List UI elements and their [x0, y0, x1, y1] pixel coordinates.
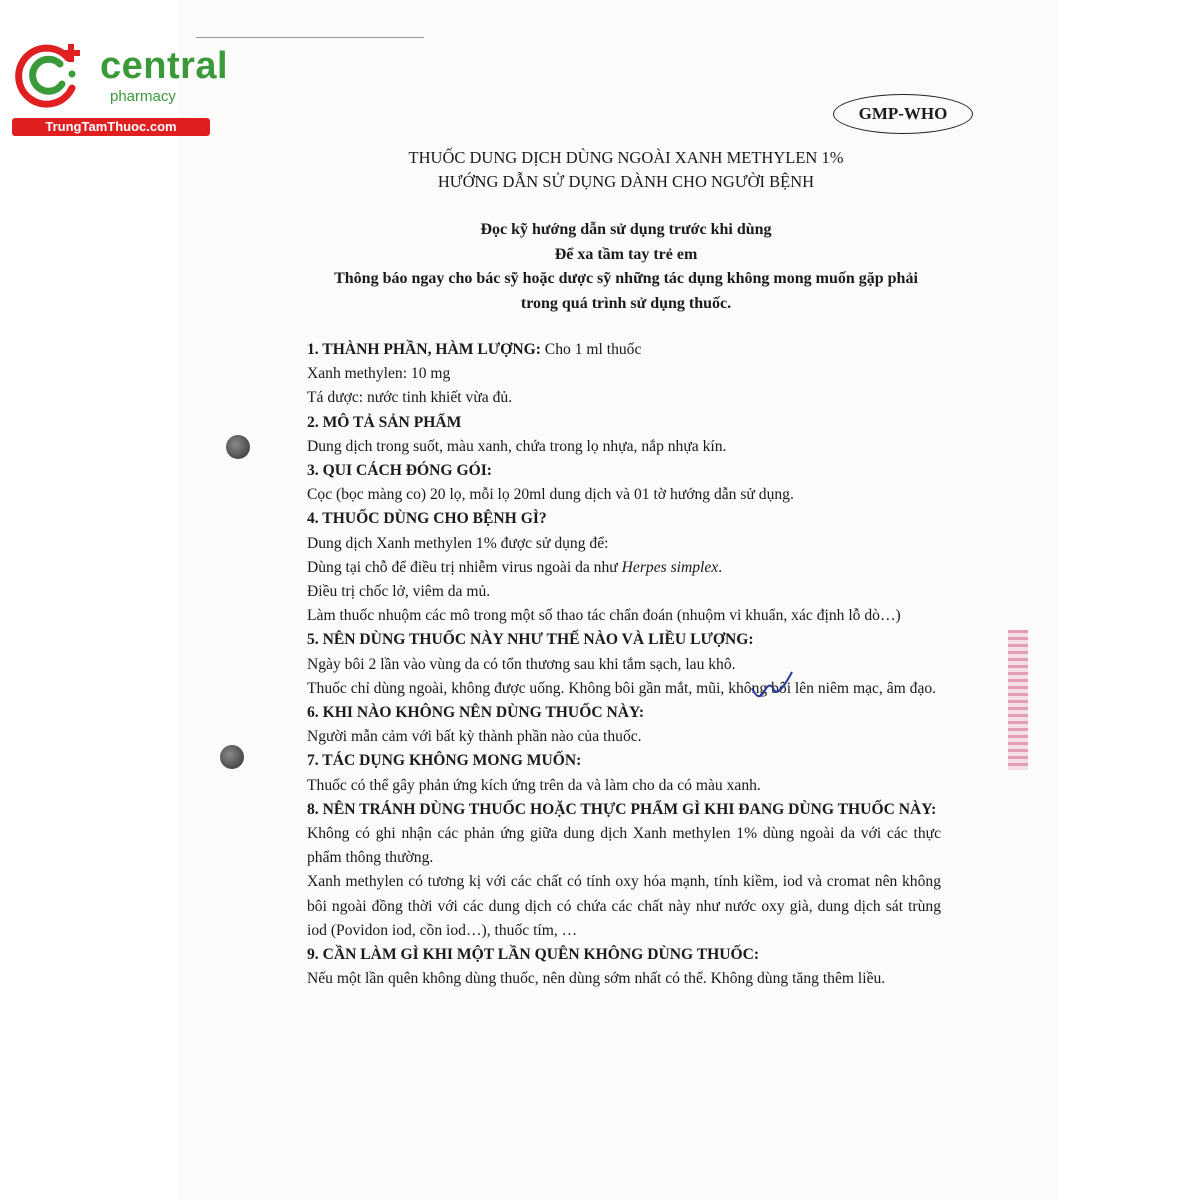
section-1 — [307, 338, 941, 362]
text-run: Dùng tại chỗ để điều trị nhiễm virus ngoài da như — [307, 558, 622, 576]
punch-hole-icon — [226, 435, 250, 459]
section-heading: 1. THÀNH PHẦN, HÀM LƯỢNG: — [307, 341, 541, 358]
section-text: Thuốc chỉ dùng ngoài, không được uống. Không bôi gần mắt, mũi, không bôi lên niêm mạc, âm đạo. — [307, 679, 937, 697]
section-heading: 5. NÊN DÙNG THUỐC NÀY NHƯ THẾ NÀO VÀ LIỀU LƯỢNG: — [307, 631, 754, 649]
section-text: Dung dịch Xanh methylen 1% được sử dụng để: — [307, 534, 609, 552]
italic-term: Herpes simplex — [621, 558, 719, 576]
document-title — [300, 146, 952, 194]
section-heading: 3. QUI CÁCH ĐÓNG GÓI: — [307, 462, 492, 480]
section-text: Dung dịch trong suốt, màu xanh, chứa trong lọ nhựa, nắp nhựa kín. — [307, 437, 727, 455]
brand-logo[interactable] — [12, 38, 229, 136]
section-text: Nếu một lần quên không dùng thuốc, nên dùng sớm nhất có thể. Không dùng tăng thêm liều. — [307, 970, 886, 988]
section-heading: 9. CẦN LÀM GÌ KHI MỘT LẦN QUÊN KHÔNG DÙNG THUỐC: — [307, 946, 760, 964]
warning-line-2: Để xa tầm tay trẻ em — [554, 245, 698, 263]
section-text: Làm thuốc nhuộm các mô trong một số thao tác chẩn đoán (nhuộm vi khuẩn, xác định lỗ dò…) — [307, 607, 901, 625]
warning-line-3: Thông báo ngay cho bác sỹ hoặc dược sỹ những tác dụng không mong muốn gặp phải trong quá trình sử dụng thuốc. — [334, 270, 918, 312]
section-heading: 6. KHI NÀO KHÔNG NÊN DÙNG THUỐC NÀY: — [307, 704, 645, 722]
warning-block — [300, 218, 952, 316]
text-run: . — [718, 558, 723, 576]
section-heading: 8. NÊN TRÁNH DÙNG THUỐC HOẶC THỰC PHẨM GÌ KHI ĐANG DÙNG THUỐC NÀY: — [307, 800, 937, 818]
brand-subtitle: pharmacy — [110, 88, 176, 105]
warning-line-1: Đọc kỹ hướng dẫn sử dụng trước khi dùng — [480, 221, 772, 238]
title-line-2: HƯỚNG DẪN SỬ DỤNG DÀNH CHO NGƯỜI BỆNH — [437, 172, 815, 191]
section-text: Không có ghi nhận các phản ứng giữa dung dịch Xanh methylen 1% dùng ngoài da với các thực phẩm thông thường. — [307, 825, 941, 867]
gmp-who-badge: GMP-WHO — [833, 94, 973, 134]
section-text — [307, 556, 941, 580]
section-heading-tail: Cho 1 ml thuốc — [540, 341, 642, 358]
section-text: Ngày bôi 2 lần vào vùng da có tổn thương sau khi tắm sạch, lau khô. — [307, 655, 736, 673]
top-rule-line — [196, 37, 424, 38]
central-pharmacy-logo-icon — [12, 38, 92, 108]
section-text: Điều trị chốc lở, viêm da mủ. — [307, 583, 491, 601]
section-text: Tá dược: nước tinh khiết vừa đủ. — [307, 389, 513, 407]
section-text: Thuốc có thể gây phản ứng kích ứng trên da và làm cho da có màu xanh. — [307, 776, 761, 794]
section-text: Xanh methylen: 10 mg — [307, 365, 451, 383]
section-text: Người mẫn cảm với bất kỳ thành phần nào của thuốc. — [307, 728, 642, 746]
punch-hole-icon — [220, 745, 244, 769]
red-stamp-icon — [1008, 630, 1028, 770]
section-text: Cọc (bọc màng co) 20 lọ, mỗi lọ 20ml dung dịch và 01 tờ hướng dẫn sử dụng. — [307, 486, 794, 504]
section-text: Xanh methylen có tương kị với các chất có tính oxy hóa mạnh, tính kiềm, iod và cromat nên không bôi ngoài đồng thời với các dung dịch có chứa các chất này như nước oxy già, dung dịch sát trùng iod (Povidon iod, cồn iod…), thuốc tím, … — [307, 873, 941, 939]
leaflet-body — [307, 338, 941, 991]
section-heading: 7. TÁC DỤNG KHÔNG MONG MUỐN: — [307, 752, 582, 770]
handwritten-check-icon — [748, 668, 798, 708]
title-line-1: THUỐC DUNG DỊCH DÙNG NGOÀI XANH METHYLEN 1% — [408, 148, 844, 167]
section-heading: 2. MÔ TẢ SẢN PHẨM — [307, 413, 462, 431]
brand-name: central — [100, 45, 229, 87]
section-heading: 4. THUỐC DÙNG CHO BỆNH GÌ? — [307, 510, 547, 528]
brand-url[interactable]: TrungTamThuoc.com — [12, 118, 210, 136]
